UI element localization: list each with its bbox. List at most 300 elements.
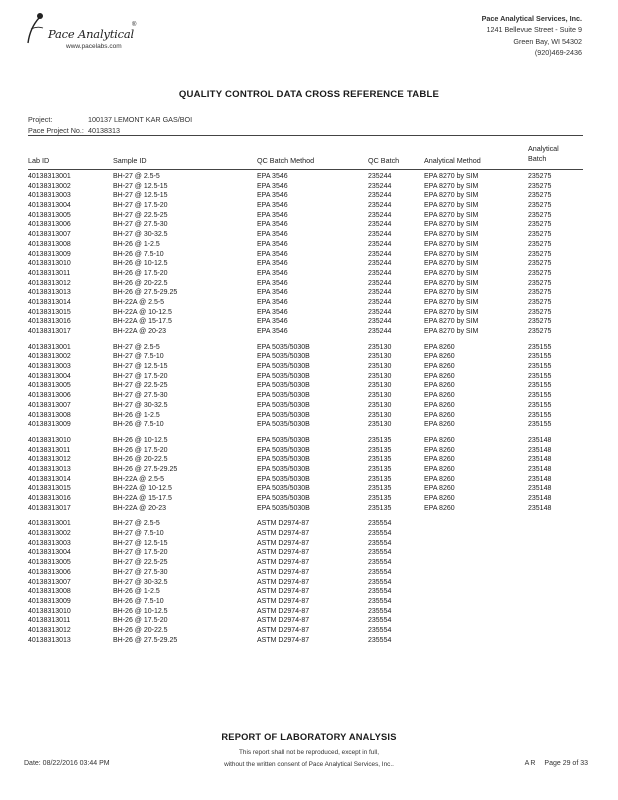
analytical-batch-cell: 235275 [528,318,552,326]
qc-method-cell: EPA 5035/5030B [257,372,310,380]
analytical-method-cell: EPA 8260 [424,343,455,351]
qc-method-cell: ASTM D2974-87 [257,530,310,538]
lab-id-cell: 40138313012 [28,626,71,634]
lab-id-cell: 40138313011 [28,269,71,277]
lab-id-cell: 40138313001 [28,343,71,351]
sample-id-cell: BH-22A @ 2.5-5 [113,298,165,306]
cross-reference-table [28,172,588,651]
report-title: QUALITY CONTROL DATA CROSS REFERENCE TABLE [178,89,440,100]
qc-batch-cell: 235554 [368,539,392,547]
table-row [28,288,588,298]
sample-id-cell: BH-27 @ 12.5-15 [113,192,168,200]
qc-batch-cell: 235135 [368,456,392,464]
table-row [28,587,588,597]
qc-batch-cell: 235244 [368,240,392,248]
analytical-method-cell: EPA 8260 [424,353,455,361]
qc-method-cell: ASTM D2974-87 [257,578,310,586]
analytical-method-cell: EPA 8260 [424,465,455,473]
sample-id-cell: BH-26 @ 20-22.5 [113,279,168,287]
qc-method-cell: ASTM D2974-87 [257,559,310,567]
qc-batch-cell: 235135 [368,436,392,444]
qc-batch-cell: 235244 [368,318,392,326]
qc-batch-cell: 235554 [368,636,392,644]
qc-method-cell: EPA 3546 [257,260,288,268]
qc-method-cell: EPA 5035/5030B [257,401,310,409]
qc-batch-cell: 235244 [368,221,392,229]
lab-id-cell: 40138313010 [28,260,71,268]
analytical-method-cell: EPA 8270 by SIM [424,211,479,219]
analytical-batch-cell: 235275 [528,192,552,200]
table-row [28,504,588,514]
qc-batch-cell: 235244 [368,192,392,200]
company-address-block [482,13,582,58]
analytical-batch-cell: 235155 [528,343,552,351]
qc-method-cell: EPA 3546 [257,318,288,326]
sample-id-cell: BH-22A @ 10-12.5 [113,308,172,316]
lab-id-cell: 40138313008 [28,588,71,596]
lab-id-cell: 40138313006 [28,392,71,400]
analytical-method-cell: EPA 8270 by SIM [424,298,479,306]
table-row [28,391,588,401]
sample-id-cell: BH-27 @ 17.5-20 [113,549,168,557]
analytical-batch-cell: 235275 [528,202,552,210]
qc-batch-cell: 235130 [368,343,392,351]
sample-id-cell: BH-26 @ 27.5-29.25 [113,636,178,644]
qc-batch-cell: 235130 [368,392,392,400]
analytical-batch-cell: 235275 [528,173,552,180]
analytical-method-cell: EPA 8270 by SIM [424,231,479,239]
company-address-line2: Green Bay, WI 54302 [513,36,582,46]
qc-batch-cell: 235554 [368,626,392,634]
table-row [28,211,588,221]
table-row [28,455,588,465]
qc-method-cell: EPA 5035/5030B [257,353,310,361]
lab-id-cell: 40138313009 [28,597,71,605]
qc-batch-cell: 235130 [368,411,392,419]
qc-batch-cell: 235244 [368,260,392,268]
sample-id-cell: BH-27 @ 7.5-10 [113,530,164,538]
qc-batch-cell: 235554 [368,530,392,538]
qc-method-cell: EPA 3546 [257,221,288,229]
analytical-method-cell: EPA 8260 [424,495,455,502]
col-qc-batch: QC Batch [368,156,400,165]
table-row [28,172,588,182]
footer-page-info [525,760,588,767]
sample-id-cell: BH-26 @ 1-2.5 [113,411,160,419]
table-row [28,607,588,617]
lab-id-cell: 40138313010 [28,436,71,444]
table-row [28,529,588,539]
table-row [28,250,588,260]
company-address-line1: 1241 Bellevue Street - Suite 9 [486,25,582,35]
lab-id-cell: 40138313002 [28,182,71,190]
table-row [28,558,588,568]
pace-project-label: Pace Project No.: [28,126,84,135]
sample-id-cell: BH-26 @ 7.5-10 [113,250,164,258]
analytical-batch-cell: 235275 [528,328,552,335]
qc-batch-cell: 235130 [368,372,392,380]
table-group [28,436,588,514]
table-group [28,172,588,337]
qc-method-cell: EPA 3546 [257,173,288,180]
analytical-batch-cell: 235148 [528,436,552,444]
qc-method-cell: EPA 3546 [257,192,288,200]
sample-id-cell: BH-27 @ 2.5-5 [113,173,160,180]
lab-id-cell: 40138313015 [28,485,71,493]
footer-report-title: REPORT OF LABORATORY ANALYSIS [221,732,397,742]
qc-batch-cell: 235135 [368,504,392,512]
company-phone: (920)469-2436 [534,47,582,57]
lab-id-cell: 40138313001 [28,520,71,528]
table-row [28,298,588,308]
qc-method-cell: ASTM D2974-87 [257,607,310,615]
analytical-method-cell: EPA 8270 by SIM [424,240,479,248]
analytical-method-cell: EPA 8260 [424,411,455,419]
table-row [28,327,588,337]
table-row [28,616,588,626]
analytical-batch-cell: 235155 [528,382,552,390]
company-name: Pace Analytical Services, Inc. [481,14,582,23]
table-header [28,141,583,167]
analytical-batch-cell: 235275 [528,250,552,258]
sample-id-cell: BH-26 @ 20-22.5 [113,626,168,634]
qc-method-cell: ASTM D2974-87 [257,568,310,576]
project-label: Project: [28,115,53,124]
sample-id-cell: BH-22A @ 2.5-5 [113,475,165,483]
project-info [28,114,192,136]
lab-id-cell: 40138313006 [28,221,71,229]
sample-id-cell: BH-27 @ 22.5-25 [113,211,168,219]
table-row [28,259,588,269]
sample-id-cell: BH-26 @ 10-12.5 [113,260,168,268]
sample-id-cell: BH-27 @ 27.5-30 [113,568,168,576]
qc-method-cell: EPA 3546 [257,308,288,316]
qc-method-cell: ASTM D2974-87 [257,588,310,596]
qc-batch-cell: 235554 [368,578,392,586]
col-analytical-method: Analytical Method [424,156,481,165]
lab-id-cell: 40138313005 [28,211,71,219]
report-date: Date: 08/22/2016 03:44 PM [24,760,110,767]
lab-id-cell: 40138313010 [28,607,71,615]
analytical-batch-cell: 235275 [528,279,552,287]
analytical-method-cell: EPA 8270 by SIM [424,318,479,326]
qc-method-cell: EPA 5035/5030B [257,436,310,444]
lab-id-cell: 40138313004 [28,202,71,210]
lab-id-cell: 40138313004 [28,372,71,380]
sample-id-cell: BH-26 @ 20-22.5 [113,456,168,464]
table-row [28,240,588,250]
table-row [28,308,588,318]
header-bottom-rule [28,169,583,170]
sample-id-cell: BH-27 @ 22.5-25 [113,559,168,567]
analytical-method-cell: EPA 8260 [424,504,455,512]
qc-method-cell: ASTM D2974-87 [257,549,310,557]
analytical-method-cell: EPA 8260 [424,475,455,483]
analytical-method-cell: EPA 8270 by SIM [424,192,479,200]
table-row [28,568,588,578]
sample-id-cell: BH-22A @ 15-17.5 [113,318,172,326]
sample-id-cell: BH-22A @ 20-23 [113,328,167,335]
lab-id-cell: 40138313004 [28,549,71,557]
qc-batch-cell: 235244 [368,173,392,180]
table-row [28,220,588,230]
qc-method-cell: EPA 5035/5030B [257,392,310,400]
reviewer-initials: AR [524,760,537,767]
qc-method-cell: ASTM D2974-87 [257,626,310,634]
analytical-batch-cell: 235155 [528,411,552,419]
table-row [28,269,588,279]
qc-method-cell: ASTM D2974-87 [257,597,310,605]
qc-method-cell: EPA 5035/5030B [257,343,310,351]
qc-method-cell: EPA 5035/5030B [257,485,310,493]
table-row [28,539,588,549]
sample-id-cell: BH-27 @ 7.5-10 [113,353,164,361]
table-row [28,362,588,372]
analytical-batch-cell: 235155 [528,372,552,380]
analytical-method-cell: EPA 8260 [424,401,455,409]
qc-batch-cell: 235130 [368,353,392,361]
table-row [28,372,588,382]
table-group [28,343,588,430]
lab-id-cell: 40138313014 [28,475,71,483]
lab-id-cell: 40138313002 [28,353,71,361]
qc-method-cell: EPA 5035/5030B [257,421,310,429]
qc-method-cell: ASTM D2974-87 [257,520,310,528]
qc-method-cell: EPA 3546 [257,279,288,287]
table-row [28,519,588,529]
analytical-method-cell: EPA 8260 [424,372,455,380]
qc-method-cell: EPA 3546 [257,211,288,219]
lab-id-cell: 40138313012 [28,279,71,287]
project-value: 100137 LEMONT KAR GAS/BOI [88,115,193,124]
qc-batch-cell: 235554 [368,549,392,557]
analytical-method-cell: EPA 8260 [424,436,455,444]
lab-id-cell: 40138313002 [28,530,71,538]
analytical-batch-cell: 235155 [528,363,552,371]
col-analytical-batch: Analytical Batch [528,144,559,163]
qc-batch-cell: 235554 [368,559,392,567]
qc-batch-cell: 235135 [368,495,392,502]
analytical-method-cell: EPA 8270 by SIM [424,269,479,277]
qc-method-cell: ASTM D2974-87 [257,617,310,625]
qc-method-cell: ASTM D2974-87 [257,636,310,644]
analytical-batch-cell: 235155 [528,401,552,409]
qc-method-cell: EPA 3546 [257,240,288,248]
qc-batch-cell: 235554 [368,520,392,528]
sample-id-cell: BH-27 @ 30-32.5 [113,231,168,239]
lab-id-cell: 40138313012 [28,456,71,464]
table-row [28,494,588,504]
table-row [28,279,588,289]
analytical-batch-cell: 235275 [528,298,552,306]
analytical-batch-cell: 235148 [528,475,552,483]
analytical-method-cell: EPA 8260 [424,392,455,400]
qc-method-cell: ASTM D2974-87 [257,539,310,547]
sample-id-cell: BH-27 @ 27.5-30 [113,392,168,400]
table-row [28,446,588,456]
table-row [28,626,588,636]
lab-id-cell: 40138313003 [28,363,71,371]
qc-method-cell: EPA 3546 [257,269,288,277]
logo-registered-mark: ® [132,22,137,28]
logo-website: www.pacelabs.com [66,43,122,50]
table-row [28,548,588,558]
analytical-batch-cell: 235148 [528,465,552,473]
sample-id-cell: BH-26 @ 17.5-20 [113,446,168,454]
sample-id-cell: BH-27 @ 12.5-15 [113,182,168,190]
sample-id-cell: BH-26 @ 7.5-10 [113,597,164,605]
qc-method-cell: EPA 3546 [257,202,288,210]
table-row [28,578,588,588]
table-row [28,381,588,391]
analytical-method-cell: EPA 8260 [424,421,455,429]
analytical-method-cell: EPA 8270 by SIM [424,173,479,180]
logo-brand-text: Pace Analytical [48,27,134,41]
lab-id-cell: 40138313003 [28,539,71,547]
col-lab-id: Lab ID [28,156,50,165]
sample-id-cell: BH-26 @ 17.5-20 [113,617,168,625]
qc-batch-cell: 235554 [368,588,392,596]
sample-id-cell: BH-27 @ 2.5-5 [113,520,160,528]
sample-id-cell: BH-26 @ 27.5-29.25 [113,289,178,297]
analytical-batch-cell: 235148 [528,504,552,512]
qc-method-cell: EPA 5035/5030B [257,456,310,464]
analytical-batch-cell: 235275 [528,240,552,248]
qc-method-cell: EPA 5035/5030B [257,504,310,512]
analytical-batch-cell: 235148 [528,495,552,502]
table-row [28,343,588,353]
pace-logo [20,10,137,54]
lab-id-cell: 40138313017 [28,504,71,512]
sample-id-cell: BH-27 @ 30-32.5 [113,578,168,586]
analytical-batch-cell: 235275 [528,231,552,239]
analytical-batch-cell: 235275 [528,308,552,316]
qc-batch-cell: 235244 [368,328,392,335]
lab-id-cell: 40138313013 [28,636,71,644]
analytical-method-cell: EPA 8270 by SIM [424,289,479,297]
table-row [28,411,588,421]
analytical-method-cell: EPA 8270 by SIM [424,308,479,316]
sample-id-cell: BH-22A @ 10-12.5 [113,485,172,493]
analytical-batch-cell: 235275 [528,260,552,268]
table-row [28,182,588,192]
table-row [28,636,588,646]
analytical-batch-cell: 235148 [528,485,552,493]
sample-id-cell: BH-27 @ 17.5-20 [113,202,168,210]
lab-id-cell: 40138313005 [28,559,71,567]
lab-id-cell: 40138313017 [28,328,71,335]
qc-batch-cell: 235244 [368,279,392,287]
qc-batch-cell: 235244 [368,202,392,210]
footer-note-line1: This report shall not be reproduced, except in full, [239,749,379,756]
qc-batch-cell: 235244 [368,211,392,219]
table-row [28,201,588,211]
table-group [28,519,588,645]
qc-batch-cell: 235244 [368,250,392,258]
qc-batch-cell: 235135 [368,446,392,454]
lab-id-cell: 40138313013 [28,289,71,297]
analytical-batch-cell: 235275 [528,182,552,190]
qc-batch-cell: 235244 [368,269,392,277]
lab-id-cell: 40138313016 [28,495,71,502]
analytical-batch-cell: 235155 [528,421,552,429]
analytical-method-cell: EPA 8260 [424,456,455,464]
analytical-method-cell: EPA 8260 [424,363,455,371]
footer-disclaimer [0,747,618,771]
analytical-batch-cell: 235275 [528,221,552,229]
qc-batch-cell: 235244 [368,308,392,316]
lab-id-cell: 40138313015 [28,308,71,316]
sample-id-cell: BH-22A @ 15-17.5 [113,495,172,502]
analytical-batch-cell: 235275 [528,289,552,297]
sample-id-cell: BH-26 @ 10-12.5 [113,436,168,444]
sample-id-cell: BH-27 @ 17.5-20 [113,372,168,380]
qc-batch-cell: 235130 [368,363,392,371]
sample-id-cell: BH-27 @ 12.5-15 [113,363,168,371]
lab-id-cell: 40138313014 [28,298,71,306]
sample-id-cell: BH-26 @ 1-2.5 [113,588,160,596]
qc-batch-cell: 235244 [368,231,392,239]
lab-id-cell: 40138313006 [28,568,71,576]
sample-id-cell: BH-26 @ 27.5-29.25 [113,465,178,473]
qc-batch-cell: 235135 [368,485,392,493]
qc-batch-cell: 235135 [368,465,392,473]
qc-method-cell: EPA 5035/5030B [257,465,310,473]
sample-id-cell: BH-26 @ 10-12.5 [113,607,168,615]
header-top-rule [28,135,583,136]
table-row [28,484,588,494]
analytical-method-cell: EPA 8270 by SIM [424,260,479,268]
qc-batch-cell: 235130 [368,401,392,409]
qc-batch-cell: 235130 [368,421,392,429]
lab-id-cell: 40138313001 [28,173,71,180]
analytical-method-cell: EPA 8260 [424,382,455,390]
table-row [28,465,588,475]
qc-method-cell: EPA 3546 [257,289,288,297]
analytical-method-cell: EPA 8270 by SIM [424,279,479,287]
col-qc-batch-method: QC Batch Method [257,156,315,165]
analytical-method-cell: EPA 8270 by SIM [424,250,479,258]
table-row [28,317,588,327]
analytical-batch-cell: 235155 [528,392,552,400]
sample-id-cell: BH-27 @ 2.5-5 [113,343,160,351]
qc-batch-cell: 235554 [368,597,392,605]
qc-method-cell: EPA 3546 [257,298,288,306]
sample-id-cell: BH-27 @ 12.5-15 [113,539,168,547]
analytical-method-cell: EPA 8270 by SIM [424,182,479,190]
lab-id-cell: 40138313007 [28,401,71,409]
qc-method-cell: EPA 3546 [257,250,288,258]
table-row [28,475,588,485]
lab-id-cell: 40138313005 [28,382,71,390]
lab-id-cell: 40138313007 [28,578,71,586]
table-row [28,230,588,240]
lab-id-cell: 40138313008 [28,411,71,419]
qc-batch-cell: 235554 [368,607,392,615]
analytical-method-cell: EPA 8260 [424,485,455,493]
sample-id-cell: BH-27 @ 30-32.5 [113,401,168,409]
lab-id-cell: 40138313007 [28,231,71,239]
qc-method-cell: EPA 5035/5030B [257,495,310,502]
lab-id-cell: 40138313008 [28,240,71,248]
analytical-batch-cell: 235148 [528,456,552,464]
analytical-batch-cell: 235148 [528,446,552,454]
analytical-batch-cell: 235275 [528,269,552,277]
qc-batch-cell: 235135 [368,475,392,483]
analytical-method-cell: EPA 8260 [424,446,455,454]
sample-id-cell: BH-27 @ 22.5-25 [113,382,168,390]
table-row [28,401,588,411]
